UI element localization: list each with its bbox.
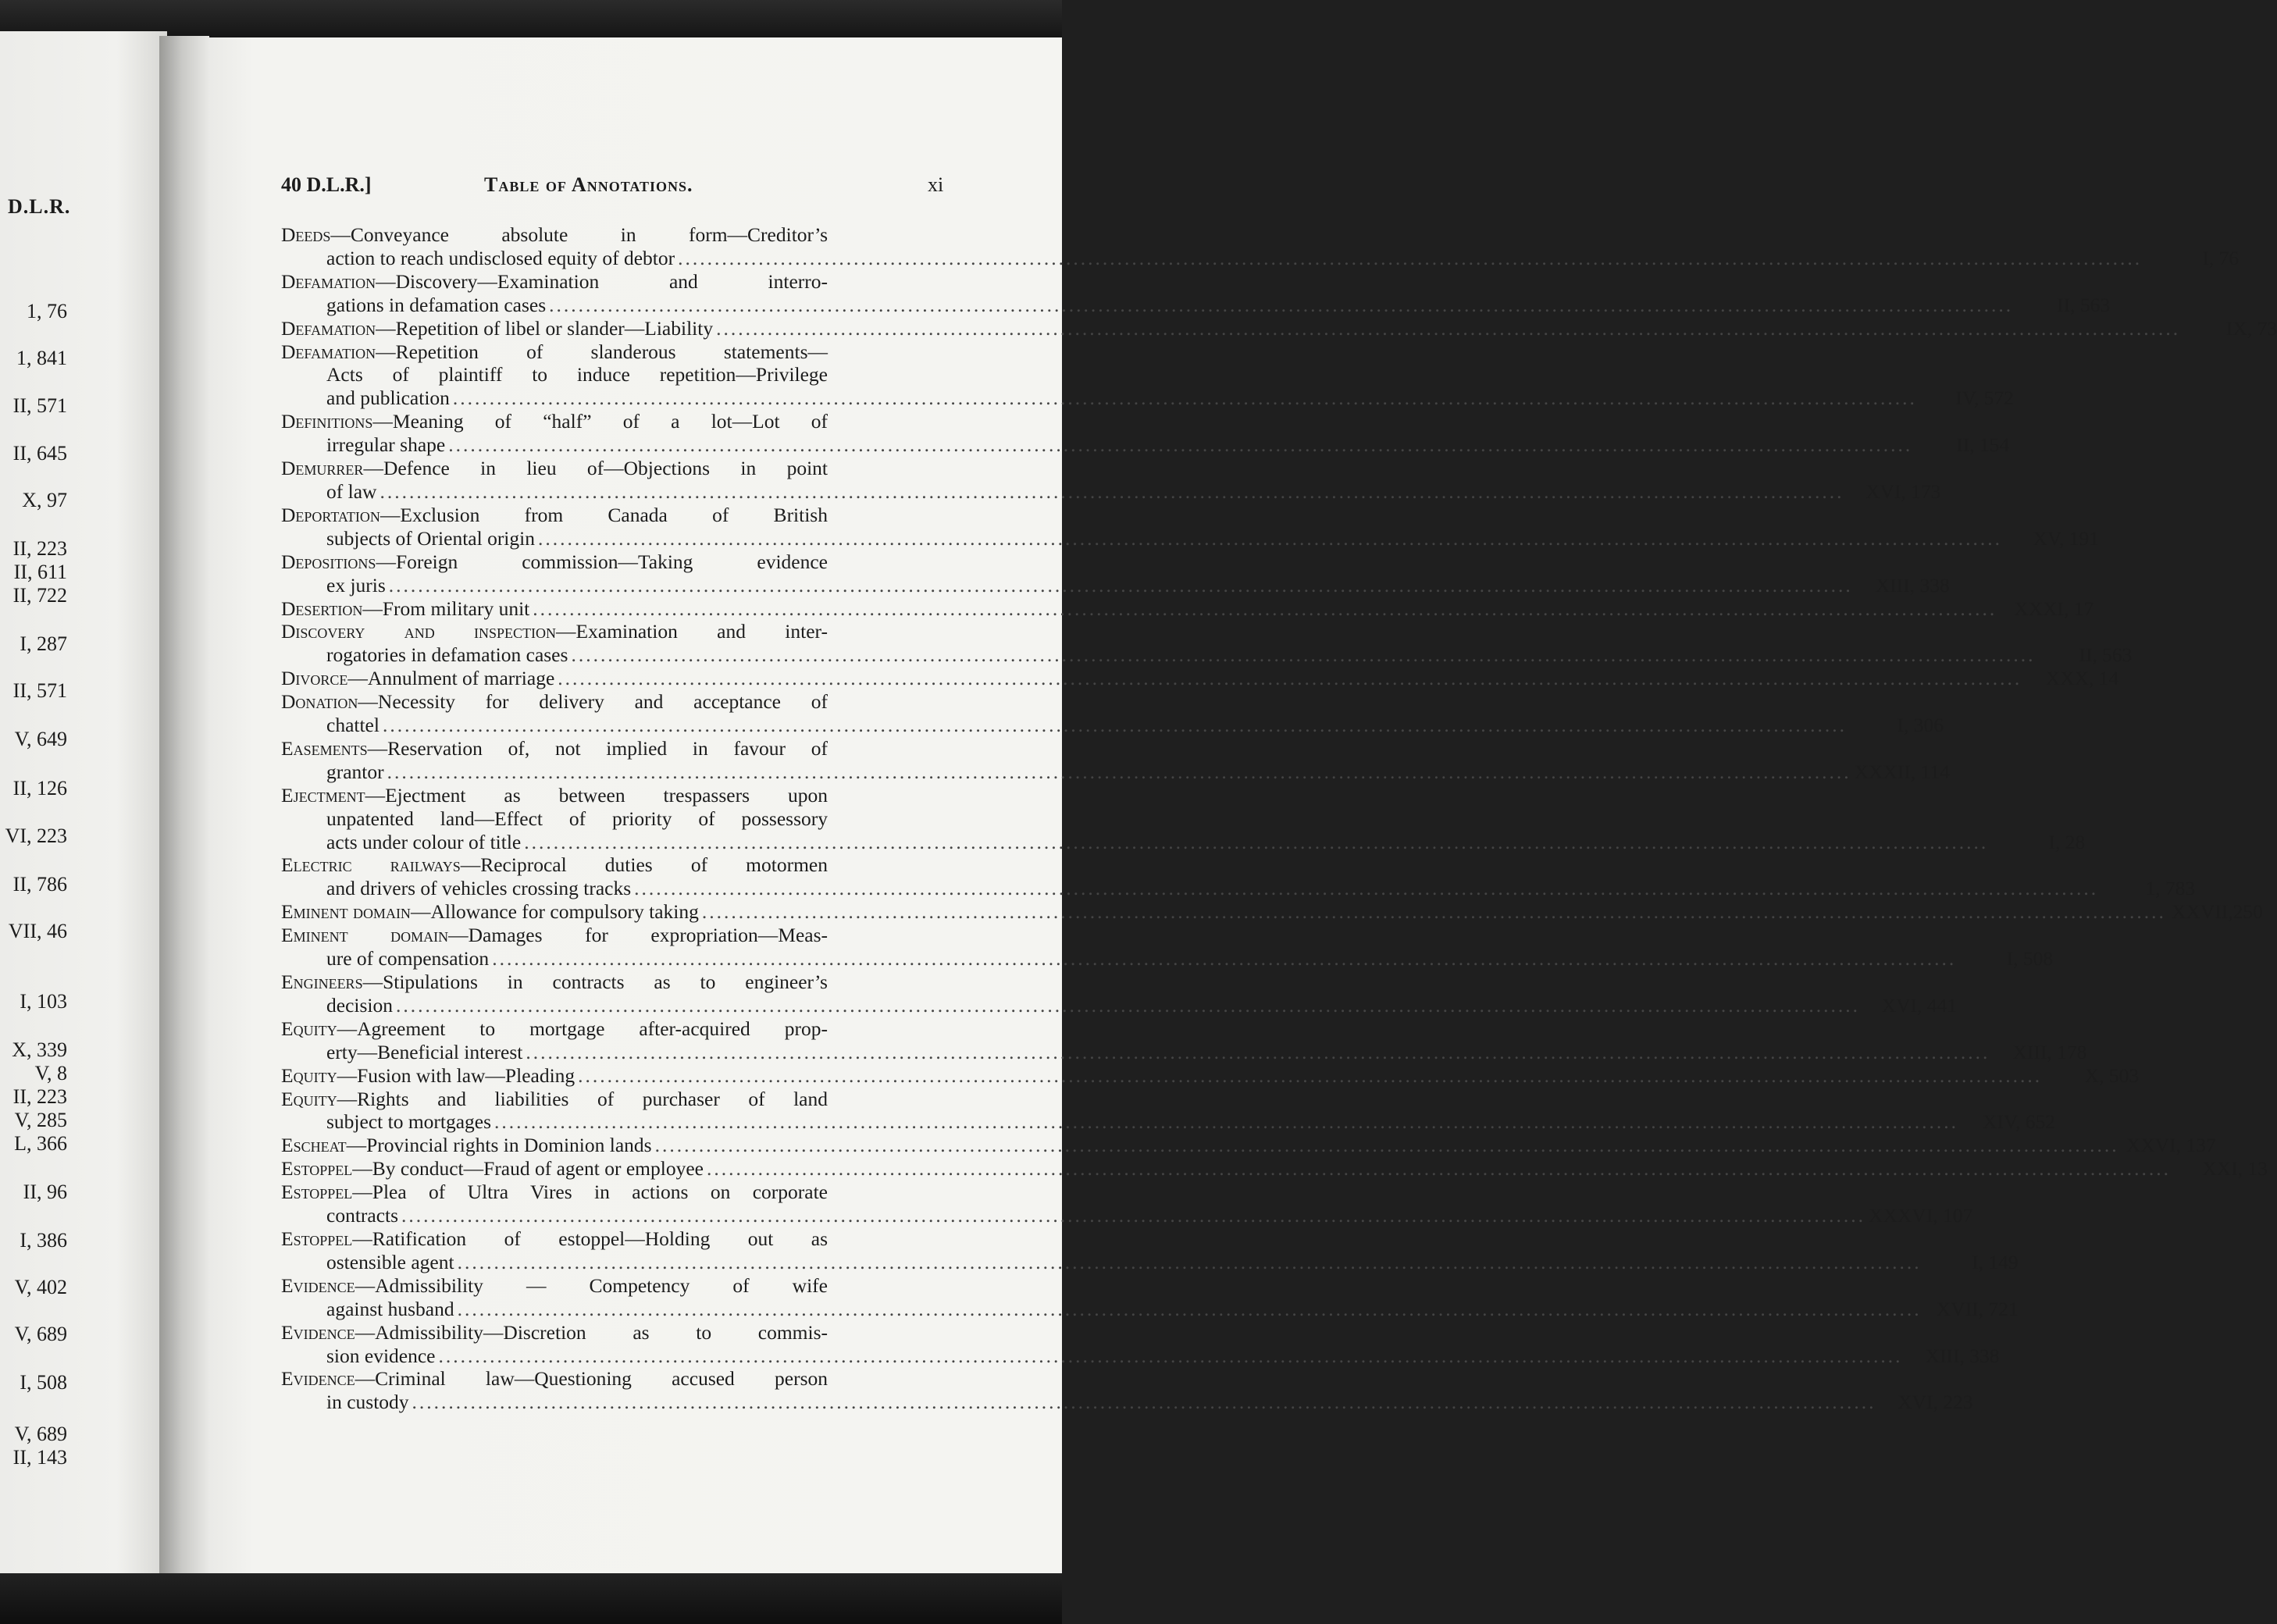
- entry-text: ure of compensation: [326, 947, 490, 970]
- left-page-reference: I, 386: [20, 1229, 67, 1252]
- left-page-reference: II, 722: [12, 584, 67, 607]
- annotation-entry: [281, 269, 2111, 317]
- annotations-table: [281, 223, 2277, 1414]
- annotation-entry: [281, 410, 2010, 457]
- entry-heading: Evidence: [281, 1320, 355, 1344]
- entry-text: —Allowance for compulsory taking: [410, 900, 699, 924]
- entry-text: rogatories in defamation cases: [326, 643, 568, 667]
- left-page-reference: I, 508: [20, 1371, 67, 1394]
- entry-text: —Rights and liabilities of purchaser of land: [337, 1087, 828, 1110]
- volume-page-reference: I, 76: [2202, 246, 2240, 269]
- entry-text: ostensible agent: [326, 1250, 454, 1273]
- leader-dots: ........................................................................................................................................................................................................: [448, 433, 1913, 457]
- entry-heading: Easements: [281, 736, 368, 760]
- book-gutter: [159, 36, 209, 1577]
- entry-text: —Admissibility—Discretion as to commis-: [355, 1320, 828, 1344]
- entry-text: sion evidence: [326, 1344, 436, 1367]
- entry-heading: Equity: [281, 1017, 337, 1040]
- leader-dots: ........................................................................................................................................................................................................: [438, 1344, 1903, 1367]
- volume-page-reference: XIII, 338: [1875, 573, 1950, 597]
- entry-text: —Foreign commission—Taking evidence: [376, 550, 828, 573]
- entry-text: decision: [326, 993, 393, 1017]
- left-page-reference: L, 366: [14, 1132, 67, 1155]
- entry-text: —Repetition of libel or slander—Liability: [376, 316, 714, 340]
- entry-text: —Reciprocal duties of motormen: [460, 853, 828, 877]
- entry-heading: Ejectment: [281, 783, 365, 807]
- entry-text: —Ratification of estoppel—Holding out as: [352, 1227, 828, 1250]
- leader-dots: ........................................................................................................................................................................................................: [380, 479, 1844, 503]
- entry-text: subject to mortgages: [326, 1110, 492, 1134]
- volume-page-reference: XIII, 178: [2012, 1040, 2087, 1063]
- entry-heading: Donation: [281, 690, 358, 714]
- entry-text: —Damages for expropriation—Meas-: [448, 924, 828, 947]
- leader-dots: ........................................................................................................................................................................................................: [533, 597, 1997, 620]
- book-bottom-edge: [0, 1573, 1062, 1624]
- volume-page-reference: 1, 783: [2145, 877, 2196, 900]
- entry-heading: Divorce: [281, 667, 348, 690]
- entry-heading: Demurrer: [281, 457, 364, 480]
- entry-text: in custody: [326, 1391, 409, 1414]
- annotation-entry: [281, 620, 2133, 667]
- left-page-reference: V, 402: [14, 1276, 67, 1298]
- volume-page-reference: XVI, 173: [1865, 479, 1941, 503]
- annotation-entry: [281, 924, 2054, 970]
- annotation-entry: [281, 597, 2094, 621]
- volume-page-reference: XVI, 441: [1881, 993, 1957, 1017]
- volume-page-reference: XXXI, 17: [2014, 597, 2094, 620]
- leader-dots: ........................................................................................................................................................................................................: [537, 526, 2002, 550]
- leader-dots: ........................................................................................................................................................................................................: [492, 947, 1957, 970]
- annotation-entry: [281, 690, 1944, 737]
- leader-dots: ........................................................................................................................................................................................................: [578, 1063, 2043, 1087]
- entry-heading: Equity: [281, 1063, 337, 1087]
- left-page-reference: VI, 223: [5, 824, 67, 847]
- entry-text: acts under colour of title: [326, 830, 522, 853]
- left-page-reference: II, 786: [12, 873, 67, 896]
- annotation-entry: [281, 853, 2196, 900]
- leader-dots: ........................................................................................................................................................................................................: [457, 1297, 1922, 1320]
- entry-text: —Meaning of “half” of a lot—Lot of: [372, 410, 828, 433]
- entry-text: —Necessity for delivery and acceptance of: [358, 690, 828, 714]
- entry-text: chattel: [326, 714, 380, 737]
- entry-heading: Engineers: [281, 970, 363, 993]
- entry-heading: Defamation: [281, 269, 376, 293]
- entry-heading: Deportation: [281, 503, 380, 526]
- left-page-header: D.L.R.: [8, 195, 71, 218]
- entry-text: —Examination and inter-: [556, 620, 828, 643]
- left-page-reference: II, 611: [13, 561, 67, 583]
- annotation-entry: [281, 667, 2119, 690]
- leader-dots: ........................................................................................................................................................................................................: [716, 316, 2181, 340]
- entry-text: of law: [326, 479, 377, 503]
- annotation-entry: [281, 1227, 2019, 1274]
- volume-page-reference: IX, 73: [2225, 316, 2277, 340]
- entry-text: irregular shape: [326, 433, 446, 457]
- entry-heading: Definitions: [281, 410, 373, 433]
- leader-dots: ........................................................................................................................................................................................................: [706, 1157, 2171, 1181]
- left-page-reference: VII, 46: [8, 920, 67, 942]
- entry-heading: Defamation: [281, 340, 376, 363]
- entry-heading: Evidence: [281, 1273, 355, 1297]
- entry-text: against husband: [326, 1297, 454, 1320]
- left-page-reference: II, 143: [12, 1446, 67, 1469]
- leader-dots: ........................................................................................................................................................................................................: [395, 993, 1860, 1017]
- volume-page-reference: XV, 191: [2033, 526, 2099, 550]
- annotation-entry: [281, 1017, 2087, 1064]
- entry-text: —Reservation of, not implied in favour of: [367, 736, 828, 760]
- entry-heading: Equity: [281, 1087, 337, 1110]
- left-page-reference: II, 571: [12, 394, 67, 417]
- leader-dots: ........................................................................................................................................................................................................: [494, 1110, 1959, 1134]
- entry-text: gations in defamation cases: [326, 293, 547, 316]
- leader-dots: ........................................................................................................................................................................................................: [678, 246, 2143, 269]
- leader-dots: ........................................................................................................................................................................................................: [634, 877, 2099, 900]
- volume-page-reference: I, 508: [2006, 947, 2054, 970]
- entry-text: ex juris: [326, 573, 386, 597]
- volume-page-reference: XXVI, 137: [2126, 1134, 2216, 1157]
- running-head-volume: 40 D.L.R.]: [281, 173, 372, 196]
- leader-dots: ........................................................................................................................................................................................................: [549, 293, 2014, 316]
- entry-text: subjects of Oriental origin: [326, 526, 535, 550]
- annotation-entry: [281, 900, 2263, 924]
- volume-page-reference: XIV, 652: [1983, 1110, 2056, 1134]
- leader-dots: ........................................................................................................................................................................................................: [571, 643, 2036, 667]
- running-head-title: Table of Annotations.: [484, 173, 693, 196]
- entry-heading: Depositions: [281, 550, 376, 573]
- volume-page-reference: II, 154: [1956, 433, 2010, 457]
- annotation-entry: [281, 1063, 2140, 1088]
- annotation-entry: [281, 1367, 1973, 1414]
- leader-dots: ........................................................................................................................................................................................................: [558, 667, 2022, 690]
- left-page-reference: X, 97: [22, 489, 67, 511]
- annotation-entry: [281, 340, 2014, 411]
- volume-page-reference: II, 563: [2079, 643, 2133, 667]
- volume-page-reference: I, 28: [2048, 830, 2086, 853]
- left-page-reference: V, 689: [14, 1323, 67, 1345]
- left-page-reference: V, 8: [34, 1062, 67, 1084]
- entry-text: —Fusion with law—Pleading: [337, 1063, 575, 1087]
- left-page-reference: V, 285: [14, 1109, 67, 1131]
- leader-dots: ........................................................................................................................................................................................................: [526, 1040, 1990, 1063]
- annotation-entry: [281, 783, 2086, 854]
- entry-text: —Plea of Ultra Vires in actions on corporate: [352, 1181, 828, 1204]
- entry-text: —Admissibility — Competency of wife: [355, 1273, 828, 1297]
- entry-text: —Ejectment as between trespassers upon: [365, 783, 828, 807]
- entry-heading: Deeds: [281, 223, 331, 246]
- entry-text: —Agreement to mortgage after-acquired prop-: [337, 1017, 828, 1040]
- entry-text: and publication: [326, 386, 450, 410]
- running-head-page-number: xi: [928, 173, 944, 196]
- volume-page-reference: XVII, 721: [1936, 1297, 2019, 1320]
- leader-dots: ........................................................................................................................................................................................................: [457, 1250, 1922, 1273]
- entry-text: erty—Beneficial interest: [326, 1040, 523, 1063]
- entry-heading: Defamation: [281, 316, 376, 340]
- left-page-reference: II, 223: [12, 1085, 67, 1108]
- entry-heading: Escheat: [281, 1134, 347, 1157]
- left-page-reference: II, 96: [23, 1181, 67, 1203]
- volume-page-reference: XIII, 338: [1925, 1344, 2000, 1367]
- volume-page-reference: XXXII, 114: [1854, 760, 1950, 783]
- annotation-entry: [281, 316, 2277, 340]
- left-page-reference: II, 223: [12, 537, 67, 560]
- left-page-reference: II, 645: [12, 442, 67, 465]
- left-page: [0, 31, 167, 1581]
- entry-text: —Annulment of marriage: [347, 667, 555, 690]
- volume-page-reference: II, 563: [2057, 293, 2111, 316]
- volume-page-reference: XXX, 14: [2045, 667, 2119, 690]
- entry-text: contracts: [326, 1204, 399, 1227]
- annotation-entry: [281, 503, 2099, 550]
- left-page-reference: X, 339: [12, 1038, 67, 1061]
- leader-dots: ........................................................................................................................................................................................................: [654, 1134, 2119, 1157]
- leader-dots: ........................................................................................................................................................................................................: [524, 830, 1989, 853]
- left-page-reference: V, 689: [14, 1423, 67, 1445]
- left-page-reference: II, 126: [12, 777, 67, 800]
- left-page-reference: II, 571: [12, 679, 67, 702]
- left-page-reference: I, 287: [20, 632, 67, 655]
- annotation-entry: [281, 1157, 2268, 1181]
- entry-text: action to reach undisclosed equity of debtor: [326, 246, 675, 269]
- entry-text: and drivers of vehicles crossing tracks: [326, 877, 632, 900]
- entry-text: —Defence in lieu of—Objections in point: [363, 457, 828, 480]
- entry-text: —Stipulations in contracts as to engineer’s: [362, 970, 828, 993]
- volume-page-reference: XXXVI, 107: [1869, 1204, 1973, 1227]
- entry-text: unpatented land—Effect of priority of possessory: [326, 807, 828, 830]
- annotation-entry: [281, 736, 1950, 784]
- entry-text: —From military unit: [362, 597, 530, 620]
- entry-heading: Estoppel: [281, 1181, 353, 1204]
- entry-heading: Estoppel: [281, 1227, 353, 1250]
- leader-dots: ........................................................................................................................................................................................................: [401, 1204, 1866, 1227]
- annotation-entry: [281, 1181, 1973, 1227]
- entry-text: —Exclusion from Canada of British: [380, 503, 828, 526]
- entry-heading: Discovery and inspection: [281, 620, 557, 643]
- volume-page-reference: XVI, 223: [1898, 1391, 1973, 1414]
- annotation-entry: [281, 1273, 2019, 1321]
- leader-dots: ........................................................................................................................................................................................................: [388, 573, 1853, 597]
- annotation-entry: [281, 223, 2240, 270]
- entry-heading: Eminent domain: [281, 924, 449, 947]
- entry-text: —Discovery—Examination and interro-: [376, 269, 828, 293]
- entry-text: —Provincial rights in Dominion lands: [346, 1134, 652, 1157]
- left-page-reference: I, 103: [20, 990, 67, 1013]
- entry-text: —Repetition of slanderous statements—: [376, 340, 828, 363]
- entry-heading: Desertion: [281, 597, 363, 620]
- volume-page-reference: X, 503: [2084, 1063, 2140, 1087]
- left-page-reference: V, 649: [14, 728, 67, 750]
- entry-text: —Conveyance absolute in form—Creditor’s: [330, 223, 828, 246]
- entry-text: Acts of plaintiff to induce repetition—Privilege: [326, 363, 828, 386]
- entry-heading: Eminent domain: [281, 900, 411, 924]
- volume-page-reference: I, 149: [1972, 1250, 2019, 1273]
- leader-dots: ........................................................................................................................................................................................................: [452, 386, 1917, 410]
- volume-page-reference: IV, 572: [1955, 386, 2014, 410]
- entry-heading: Electric railways: [281, 853, 461, 877]
- entry-text: grantor: [326, 760, 384, 783]
- leader-dots: ........................................................................................................................................................................................................: [382, 714, 1847, 737]
- volume-page-reference: XXI, 13: [2202, 1157, 2268, 1181]
- annotation-entry: [281, 1087, 2056, 1134]
- annotation-entry: [281, 1134, 2216, 1157]
- leader-dots: ........................................................................................................................................................................................................: [387, 760, 1851, 783]
- leader-dots: ........................................................................................................................................................................................................: [412, 1391, 1876, 1414]
- left-page-reference: 1, 841: [16, 347, 67, 369]
- annotation-entry: [281, 457, 1941, 504]
- volume-page-reference: XXVII,250: [2172, 900, 2263, 924]
- entry-heading: Estoppel: [281, 1157, 353, 1181]
- leader-dots: ........................................................................................................................................................................................................: [701, 900, 2166, 924]
- entry-heading: Evidence: [281, 1367, 355, 1391]
- annotation-entry: [281, 970, 1957, 1017]
- entry-text: —Criminal law—Questioning accused person: [355, 1367, 828, 1391]
- annotation-entry: [281, 550, 1950, 597]
- annotation-entry: [281, 1320, 2000, 1368]
- left-page-reference: 1, 76: [27, 300, 67, 322]
- volume-page-reference: I, 306: [1897, 714, 1944, 737]
- entry-text: —By conduct—Fraud of agent or employee: [352, 1157, 704, 1181]
